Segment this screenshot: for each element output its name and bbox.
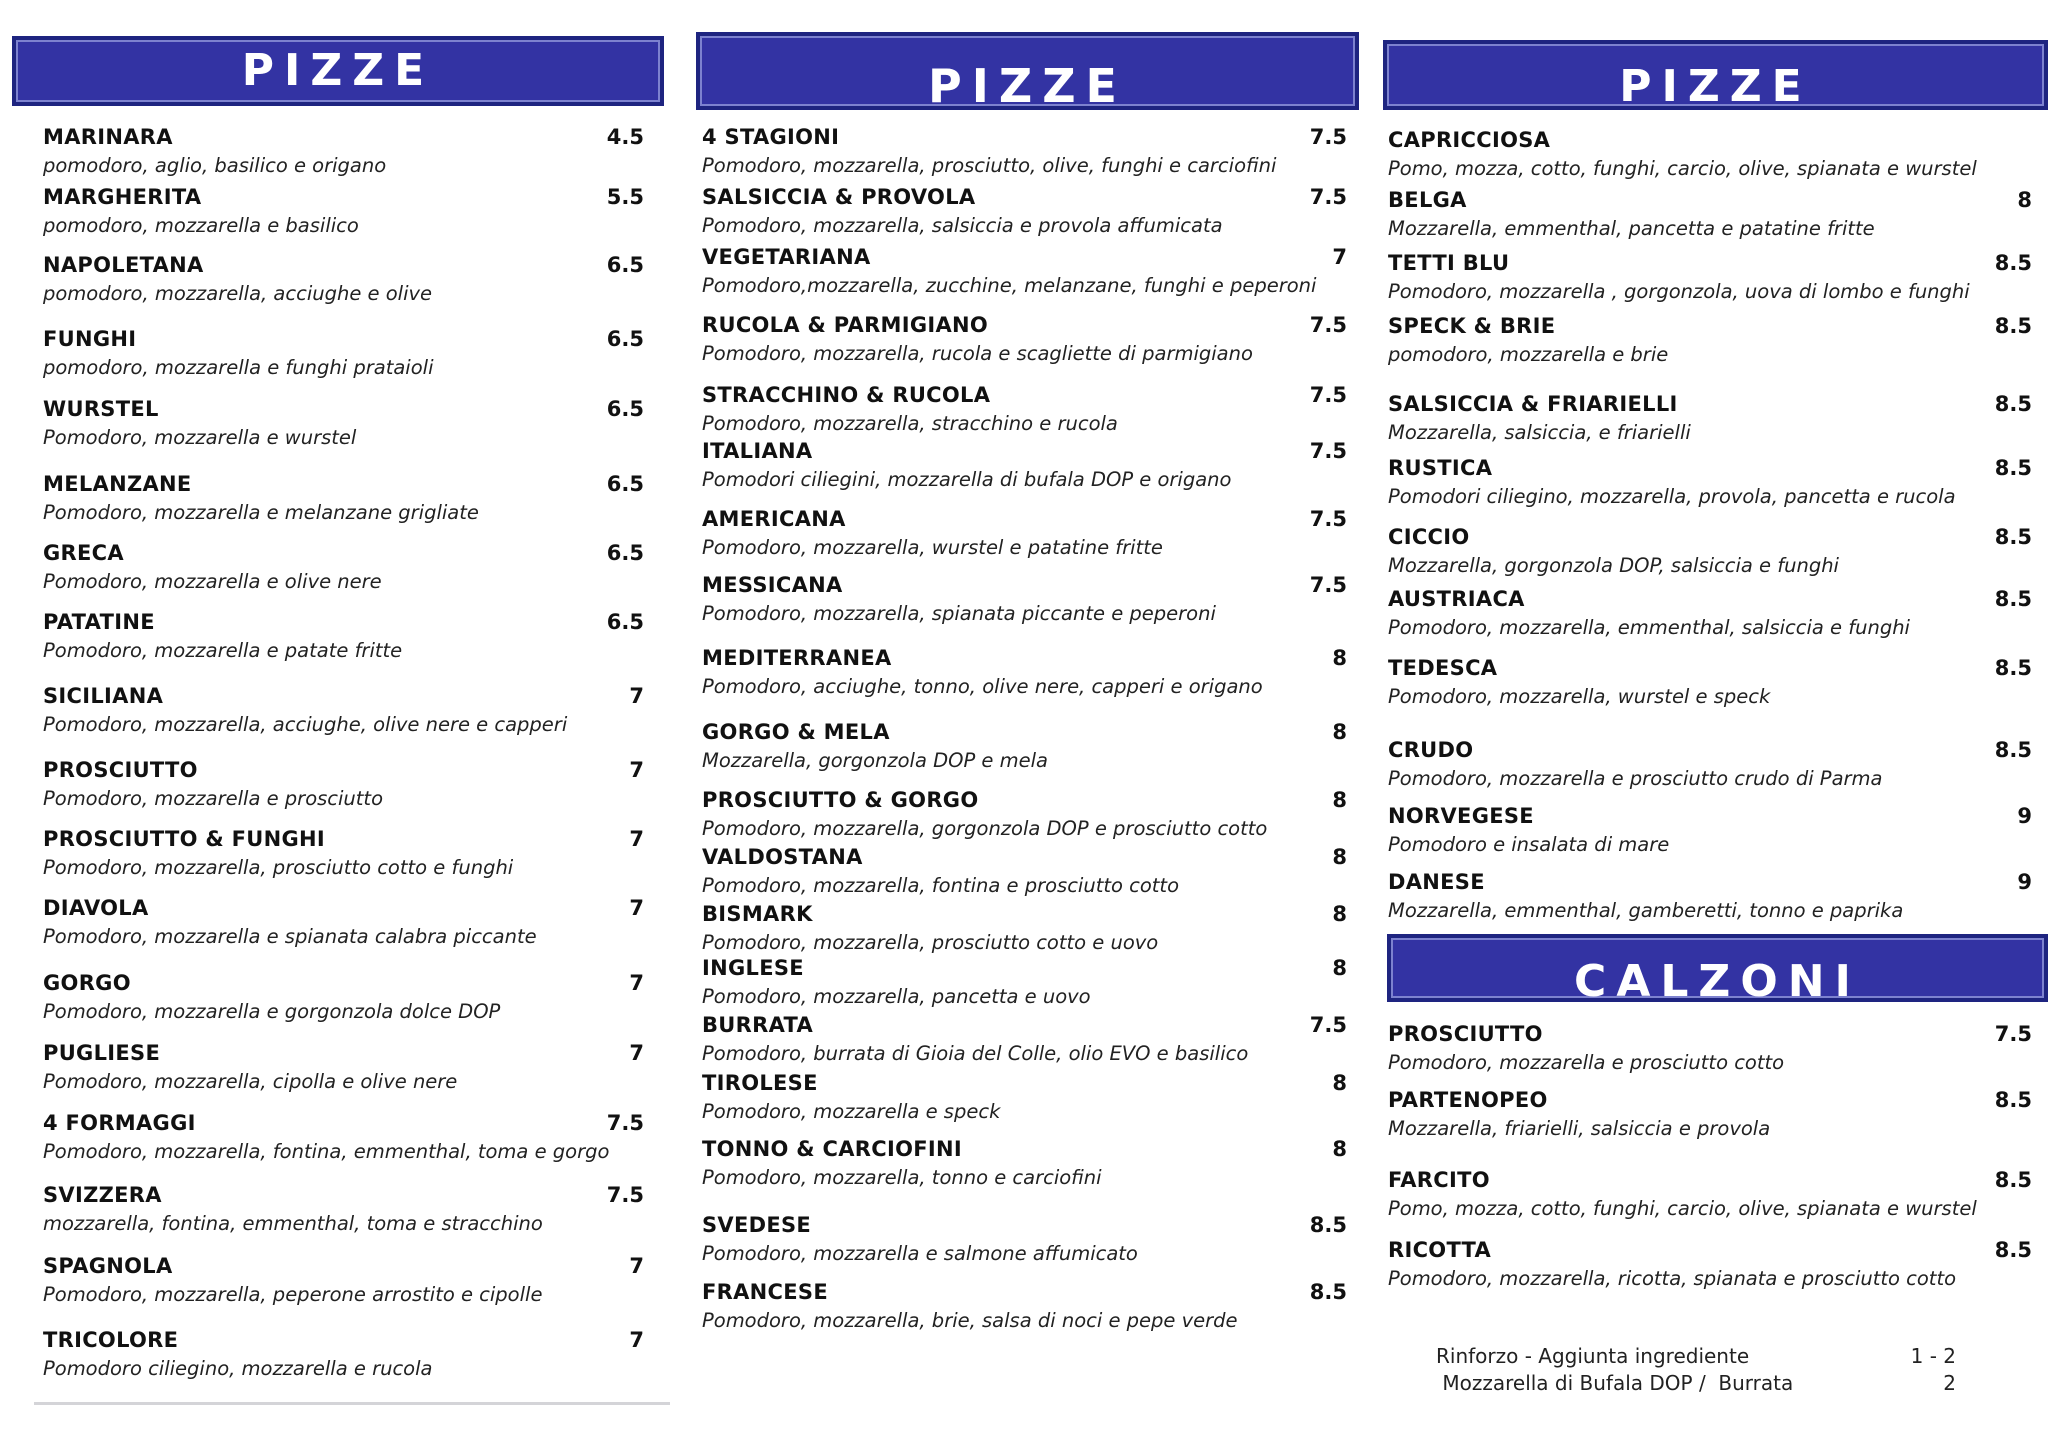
menu-item xyxy=(1383,738,2048,796)
item-price: 8.5 xyxy=(1994,587,2032,611)
item-description: Pomodoro, mozzarella, fontina e prosciutto cotto xyxy=(702,874,1180,897)
item-price: 8 xyxy=(1332,956,1347,980)
item-name: RUCOLA & PARMIGIANO xyxy=(702,313,989,337)
item-description: Pomo, mozza, cotto, funghi, carcio, olive, spianata e wurstel xyxy=(1388,1197,1977,1220)
item-price: 8 xyxy=(2017,188,2032,212)
item-price: 8 xyxy=(1332,845,1347,869)
item-price: 7.5 xyxy=(1309,313,1347,337)
menu-item xyxy=(696,125,1359,183)
item-description: Pomodoro, mozzarella , gorgonzola, uova di lombo e funghi xyxy=(1388,280,1970,303)
menu-item xyxy=(696,185,1359,243)
item-description: Pomodoro, mozzarella, wurstel e patatine fritte xyxy=(702,536,1163,559)
item-description: Pomodoro, mozzarella, prosciutto, olive, funghi e carciofini xyxy=(702,154,1277,177)
menu-item xyxy=(1383,870,2048,928)
section-banner-pizze xyxy=(1383,40,2048,110)
item-description: Mozzarella, salsiccia, e friarielli xyxy=(1388,421,1691,444)
item-name: GRECA xyxy=(43,541,124,565)
menu-item xyxy=(1383,251,2048,309)
item-name: AMERICANA xyxy=(702,507,846,531)
item-name: 4 STAGIONI xyxy=(702,125,840,149)
menu-item xyxy=(696,902,1359,960)
item-price: 5.5 xyxy=(606,185,644,209)
item-price: 7.5 xyxy=(1309,185,1347,209)
item-description: Pomodoro, mozzarella, salsiccia e provola affumicata xyxy=(702,214,1223,237)
menu-item xyxy=(1383,1238,2048,1296)
menu-item xyxy=(696,1013,1359,1071)
item-price: 8.5 xyxy=(1994,392,2032,416)
item-name: MESSICANA xyxy=(702,573,843,597)
item-price: 8.5 xyxy=(1994,314,2032,338)
item-price: 6.5 xyxy=(606,397,644,421)
item-description: pomodoro, mozzarella, acciughe e olive xyxy=(43,282,433,305)
item-description: pomodoro, mozzarella e basilico xyxy=(43,214,359,237)
item-description: Pomodoro, mozzarella, rucola e scagliette di parmigiano xyxy=(702,342,1253,365)
item-description: Pomodoro, mozzarella, fontina, emmenthal, toma e gorgo xyxy=(43,1140,610,1163)
item-price: 7 xyxy=(629,971,644,995)
item-price: 7.5 xyxy=(606,1183,644,1207)
item-name: SPAGNOLA xyxy=(43,1254,173,1278)
menu-item xyxy=(1383,1168,2048,1226)
item-price: 7.5 xyxy=(1309,383,1347,407)
menu-item xyxy=(12,541,664,599)
item-name: AUSTRIACA xyxy=(1388,587,1525,611)
menu-item xyxy=(1383,314,2048,372)
menu-item xyxy=(12,1328,664,1386)
item-name: DIAVOLA xyxy=(43,896,149,920)
item-description: Pomodoro, mozzarella, gorgonzola DOP e prosciutto cotto xyxy=(702,817,1268,840)
menu-item xyxy=(696,720,1359,778)
item-name: DANESE xyxy=(1388,870,1485,894)
item-description: Pomodoro, mozzarella, prosciutto cotto e funghi xyxy=(43,856,514,879)
item-name: PROSCIUTTO xyxy=(43,758,198,782)
item-name: PARTENOPEO xyxy=(1388,1088,1548,1112)
item-price: 7.5 xyxy=(1309,439,1347,463)
item-description: Pomodoro, mozzarella e prosciutto crudo di Parma xyxy=(1388,767,1883,790)
item-name: WURSTEL xyxy=(43,397,159,421)
item-name: FRANCESE xyxy=(702,1280,828,1304)
item-price: 8 xyxy=(1332,1137,1347,1161)
item-name: MARGHERITA xyxy=(43,185,202,209)
item-name: BELGA xyxy=(1388,188,1467,212)
divider xyxy=(34,1402,670,1405)
menu-item xyxy=(696,788,1359,846)
menu-item xyxy=(696,1280,1359,1338)
item-description: Pomodoro, mozzarella e gorgonzola dolce DOP xyxy=(43,1000,501,1023)
item-name: FUNGHI xyxy=(43,327,137,351)
item-description: Pomodoro, mozzarella, pancetta e uovo xyxy=(702,985,1091,1008)
item-price: 8 xyxy=(1332,646,1347,670)
menu-item xyxy=(696,845,1359,903)
item-price: 7 xyxy=(629,827,644,851)
menu-item xyxy=(12,1111,664,1169)
item-name: PATATINE xyxy=(43,610,155,634)
item-description: Mozzarella, friarielli, salsiccia e provola xyxy=(1388,1117,1771,1140)
item-name: NORVEGESE xyxy=(1388,804,1534,828)
item-price: 7 xyxy=(629,1041,644,1065)
item-price: 7 xyxy=(629,896,644,920)
item-price: 8 xyxy=(1332,1071,1347,1095)
item-name: SPECK & BRIE xyxy=(1388,314,1556,338)
section-banner-pizze xyxy=(12,36,664,106)
item-price: 7 xyxy=(629,684,644,708)
menu-item xyxy=(696,1137,1359,1195)
item-price: 8.5 xyxy=(1994,456,2032,480)
menu-item xyxy=(12,253,664,311)
item-name: BURRATA xyxy=(702,1013,814,1037)
item-description: Pomodoro, mozzarella, stracchino e rucola xyxy=(702,412,1118,435)
item-name: PUGLIESE xyxy=(43,1041,161,1065)
menu-item xyxy=(12,185,664,243)
item-name: 4 FORMAGGI xyxy=(43,1111,196,1135)
menu-item xyxy=(12,1254,664,1312)
item-name: VALDOSTANA xyxy=(702,845,863,869)
item-name: FARCITO xyxy=(1388,1168,1490,1192)
item-description: Pomodoro, mozzarella, ricotta, spianata e prosciutto cotto xyxy=(1388,1267,1957,1290)
item-name: CAPRICCIOSA xyxy=(1388,128,1551,152)
item-description: Pomodoro e insalata di mare xyxy=(1388,833,1670,856)
section-heading: PIZZE xyxy=(1619,61,1812,112)
item-name: MEDITERRANEA xyxy=(702,646,892,670)
item-name: SALSICCIA & PROVOLA xyxy=(702,185,976,209)
item-description: Pomodoro, acciughe, tonno, olive nere, capperi e origano xyxy=(702,675,1263,698)
item-name: MARINARA xyxy=(43,125,173,149)
item-name: RUSTICA xyxy=(1388,456,1493,480)
item-price: 7.5 xyxy=(1309,573,1347,597)
item-name: ITALIANA xyxy=(702,439,813,463)
item-price: 8 xyxy=(1332,788,1347,812)
item-description: Mozzarella, emmenthal, gamberetti, tonno e paprika xyxy=(1388,899,1904,922)
item-price: 8.5 xyxy=(1994,1088,2032,1112)
item-description: Mozzarella, gorgonzola DOP, salsiccia e funghi xyxy=(1388,554,1839,577)
item-name: CRUDO xyxy=(1388,738,1474,762)
item-price: 8 xyxy=(1332,720,1347,744)
menu-item xyxy=(696,507,1359,565)
item-price: 7.5 xyxy=(1309,507,1347,531)
item-price: 6.5 xyxy=(606,610,644,634)
item-price: 7 xyxy=(1332,245,1347,269)
item-description: Pomodori ciliegino, mozzarella, provola, pancetta e rucola xyxy=(1388,485,1956,508)
item-price: 8.5 xyxy=(1994,525,2032,549)
item-price: 8 xyxy=(1332,902,1347,926)
extra-row xyxy=(1436,1371,1956,1398)
item-price: 8.5 xyxy=(1309,1280,1347,1304)
menu-item xyxy=(696,1071,1359,1129)
menu-item xyxy=(1383,456,2048,514)
item-description: Pomodoro, mozzarella e wurstel xyxy=(43,426,357,449)
item-price: 6.5 xyxy=(606,327,644,351)
item-price: 6.5 xyxy=(606,541,644,565)
menu-item xyxy=(1383,656,2048,714)
item-name: TEDESCA xyxy=(1388,656,1498,680)
menu-item xyxy=(1383,392,2048,450)
section-heading: PIZZE xyxy=(928,59,1127,113)
item-description: Pomodoro,mozzarella, zucchine, melanzane, funghi e peperoni xyxy=(702,274,1317,297)
item-name: STRACCHINO & RUCOLA xyxy=(702,383,991,407)
item-description: Pomodoro, mozzarella e speck xyxy=(702,1100,1001,1123)
item-price: 8.5 xyxy=(1994,1238,2032,1262)
menu-item xyxy=(1383,128,2048,186)
menu-item xyxy=(696,646,1359,704)
item-name: GORGO & MELA xyxy=(702,720,890,744)
item-name: BISMARK xyxy=(702,902,813,926)
menu-item xyxy=(12,827,664,885)
section-banner-pizze xyxy=(696,32,1359,113)
item-price: 8.5 xyxy=(1994,656,2032,680)
item-name: PROSCIUTTO xyxy=(1388,1022,1543,1046)
extra-label: Rinforzo - Aggiunta ingrediente xyxy=(1436,1344,1750,1368)
extra-row xyxy=(1436,1344,1956,1371)
section-banner-calzoni xyxy=(1387,934,2048,1007)
menu-item xyxy=(696,1213,1359,1271)
menu-item xyxy=(1383,188,2048,246)
item-description: Pomodoro, mozzarella, spianata piccante e peperoni xyxy=(702,602,1216,625)
item-description: Pomodoro, mozzarella e melanzane grigliate xyxy=(43,501,479,524)
extras-note xyxy=(1436,1344,1956,1398)
item-description: Pomodoro, mozzarella, peperone arrostito e cipolle xyxy=(43,1283,543,1306)
menu-item xyxy=(12,896,664,954)
item-price: 6.5 xyxy=(606,472,644,496)
item-price: 7 xyxy=(629,1254,644,1278)
item-name: TONNO & CARCIOFINI xyxy=(702,1137,962,1161)
item-name: PROSCIUTTO & GORGO xyxy=(702,788,979,812)
item-description: Pomo, mozza, cotto, funghi, carcio, olive, spianata e wurstel xyxy=(1388,157,1977,180)
item-description: Pomodori ciliegini, mozzarella di bufala DOP e origano xyxy=(702,468,1232,491)
item-description: pomodoro, mozzarella e funghi prataioli xyxy=(43,356,434,379)
menu-item xyxy=(12,472,664,530)
item-name: RICOTTA xyxy=(1388,1238,1492,1262)
extra-price: 2 xyxy=(1943,1371,1956,1395)
item-name: TIROLESE xyxy=(702,1071,818,1095)
item-name: VEGETARIANA xyxy=(702,245,871,269)
menu-item xyxy=(1383,525,2048,583)
item-description: mozzarella, fontina, emmenthal, toma e stracchino xyxy=(43,1212,543,1235)
menu-item xyxy=(1383,587,2048,645)
menu-item xyxy=(12,684,664,742)
section-heading: PIZZE xyxy=(241,45,435,96)
item-name: INGLESE xyxy=(702,956,804,980)
menu-item xyxy=(12,610,664,668)
item-description: Pomodoro, mozzarella e olive nere xyxy=(43,570,382,593)
item-description: Pomodoro, mozzarella e patate fritte xyxy=(43,639,403,662)
item-name: MELANZANE xyxy=(43,472,192,496)
menu-item xyxy=(696,956,1359,1014)
item-name: NAPOLETANA xyxy=(43,253,204,277)
item-description: Mozzarella, gorgonzola DOP e mela xyxy=(702,749,1048,772)
item-price: 8.5 xyxy=(1309,1213,1347,1237)
menu-item xyxy=(1383,804,2048,862)
section-heading-calzoni: CALZONI xyxy=(1574,956,1861,1007)
item-price: 7 xyxy=(629,1328,644,1352)
menu-item xyxy=(12,971,664,1029)
menu-item xyxy=(696,245,1359,303)
item-description: Pomodoro, mozzarella, prosciutto cotto e uovo xyxy=(702,931,1159,954)
menu-item xyxy=(696,439,1359,497)
item-name: SICILIANA xyxy=(43,684,164,708)
extra-price: 1 - 2 xyxy=(1910,1344,1956,1368)
menu-item xyxy=(12,327,664,385)
menu-item xyxy=(696,573,1359,631)
menu-item xyxy=(12,1041,664,1099)
item-price: 4.5 xyxy=(606,125,644,149)
item-name: PROSCIUTTO & FUNGHI xyxy=(43,827,326,851)
item-price: 7.5 xyxy=(606,1111,644,1135)
item-price: 7.5 xyxy=(1309,125,1347,149)
item-description: pomodoro, mozzarella e brie xyxy=(1388,343,1669,366)
item-name: SVIZZERA xyxy=(43,1183,162,1207)
item-price: 7.5 xyxy=(1994,1022,2032,1046)
menu-item xyxy=(696,313,1359,371)
item-name: TRICOLORE xyxy=(43,1328,179,1352)
item-name: CICCIO xyxy=(1388,525,1470,549)
item-description: Pomodoro, mozzarella, brie, salsa di noci e pepe verde xyxy=(702,1309,1238,1332)
item-name: SVEDESE xyxy=(702,1213,812,1237)
menu-item xyxy=(12,125,664,183)
item-price: 8.5 xyxy=(1994,1168,2032,1192)
item-description: Pomodoro, mozzarella e spianata calabra piccante xyxy=(43,925,537,948)
item-price: 7 xyxy=(629,758,644,782)
item-description: Pomodoro, mozzarella, cipolla e olive nere xyxy=(43,1070,458,1093)
item-price: 6.5 xyxy=(606,253,644,277)
menu-item xyxy=(1383,1088,2048,1146)
item-price: 9 xyxy=(2017,804,2032,828)
item-price: 9 xyxy=(2017,870,2032,894)
item-description: Mozzarella, emmenthal, pancetta e patatine fritte xyxy=(1388,217,1875,240)
menu-item xyxy=(12,1183,664,1241)
item-description: Pomodoro, mozzarella e salmone affumicato xyxy=(702,1242,1138,1265)
extra-label: Mozzarella di Bufala DOP / Burrata xyxy=(1436,1371,1794,1395)
item-name: TETTI BLU xyxy=(1388,251,1510,275)
item-price: 8.5 xyxy=(1994,738,2032,762)
item-description: Pomodoro, burrata di Gioia del Colle, olio EVO e basilico xyxy=(702,1042,1249,1065)
item-price: 8.5 xyxy=(1994,251,2032,275)
item-description: Pomodoro, mozzarella e prosciutto xyxy=(43,787,384,810)
item-description: Pomodoro, mozzarella e prosciutto cotto xyxy=(1388,1051,1785,1074)
item-name: GORGO xyxy=(43,971,131,995)
menu-item xyxy=(1383,1022,2048,1080)
item-name: SALSICCIA & FRIARIELLI xyxy=(1388,392,1678,416)
item-description: Pomodoro ciliegino, mozzarella e rucola xyxy=(43,1357,433,1380)
menu-item xyxy=(12,397,664,455)
item-price: 7.5 xyxy=(1309,1013,1347,1037)
item-description: Pomodoro, mozzarella, acciughe, olive nere e capperi xyxy=(43,713,568,736)
menu-item xyxy=(696,383,1359,441)
item-description: Pomodoro, mozzarella, tonno e carciofini xyxy=(702,1166,1102,1189)
item-description: Pomodoro, mozzarella, wurstel e speck xyxy=(1388,685,1771,708)
menu-item xyxy=(12,758,664,816)
item-description: Pomodoro, mozzarella, emmenthal, salsiccia e funghi xyxy=(1388,616,1910,639)
item-description: pomodoro, aglio, basilico e origano xyxy=(43,154,387,177)
